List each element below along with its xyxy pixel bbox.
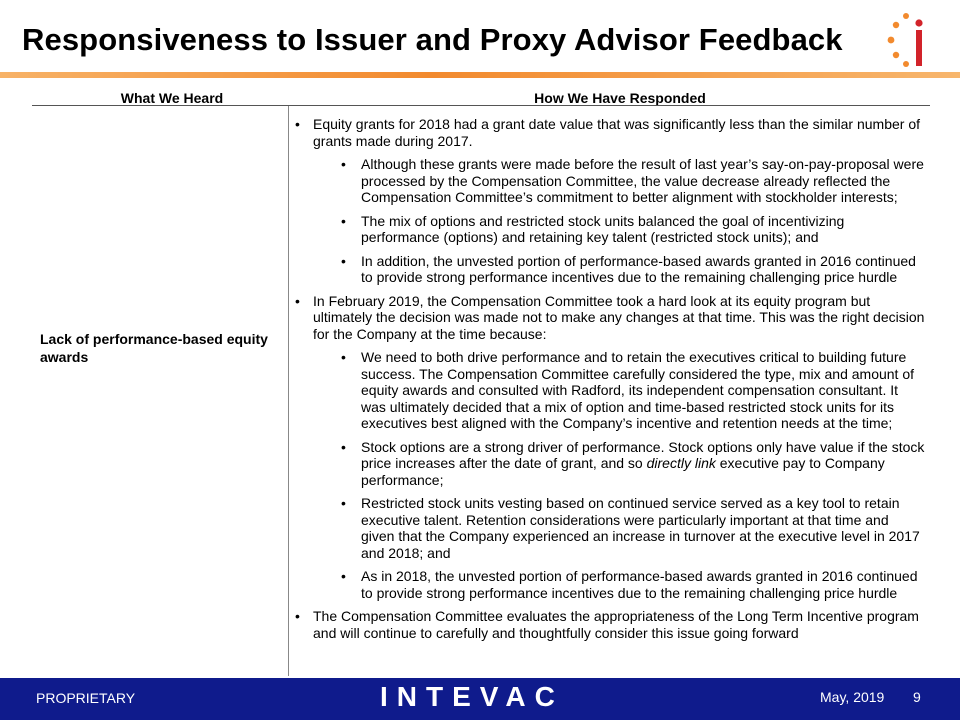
list-item: • We need to both drive performance and to retain the executives critical to building future success. The Compensation Committee carefully considered the type, mix and amount of equity awards and consulted with Radford, its independent compensation consultant. It was ultimately decided that a mix of option and time-based restricted stock units for its executives best aligned with the Company’s incentive and retention needs at the time; [295,349,925,432]
list-item: • Equity grants for 2018 had a grant date value that was significantly less than the similar number of grants made during 2017. [295,116,925,149]
intevac-i-logo-icon [884,12,934,70]
emphasis-text: directly link [646,455,716,471]
list-item: • Although these grants were made before the result of last year’s say-on-pay-proposal were processed by the Compensation Committee, the value decrease already reflected the Compensation Committee’s commitment to better alignment with stockholder interests; [295,156,925,206]
list-item: • Restricted stock units vesting based on continued service served as a key tool to retain executive talent. Retention considerations were particularly important at that time and given that the Company experienced an increase in turnover at the executive level in 2017 and 2018; and [295,495,925,561]
response-list [295,116,925,648]
list-item-text: executive pay to Company performance; [361,455,885,488]
list-item-text: Stock options are a strong driver of performance. Stock options only have value if the stock price increases after the date of grant, and so [361,438,925,471]
table-header-divider [32,105,930,106]
title-underline [0,72,960,78]
footer-bar [0,678,960,720]
proprietary-label: PROPRIETARY [36,690,136,706]
column-header-what-we-heard: What We Heard [120,90,224,106]
column-divider [288,106,289,676]
page-title: Responsiveness to Issuer and Proxy Advisor Feedback [22,22,843,57]
list-item: • The mix of options and restricted stock units balanced the goal of incentivizing performance (options) and retaining key talent (restricted stock units); and [295,213,925,246]
list-item: • In addition, the unvested portion of performance-based awards granted in 2016 continued to provide strong performance incentives due to the remaining challenging price hurdle [295,253,925,286]
brand-wordmark: INTEVAC [380,681,564,712]
footer-date: May, 2019 [820,689,885,705]
list-item: • As in 2018, the unvested portion of performance-based awards granted in 2016 continued to provide strong performance incentives due to the remaining challenging price hurdle [295,568,925,601]
list-item: • The Compensation Committee evaluates the appropriateness of the Long Term Incentive program and will continue to carefully and thoughtfully consider this issue going forward [295,608,925,641]
list-item: • In February 2019, the Compensation Committee took a hard look at its equity program but ultimately the decision was made not to make any changes at that time. This was the right decision for the Company at the time because: [295,293,925,343]
list-item [295,439,925,489]
column-header-how-we-responded: How We Have Responded [534,90,706,106]
page-number: 9 [913,689,921,705]
row-label: Lack of performance-based equity awards [40,331,268,365]
